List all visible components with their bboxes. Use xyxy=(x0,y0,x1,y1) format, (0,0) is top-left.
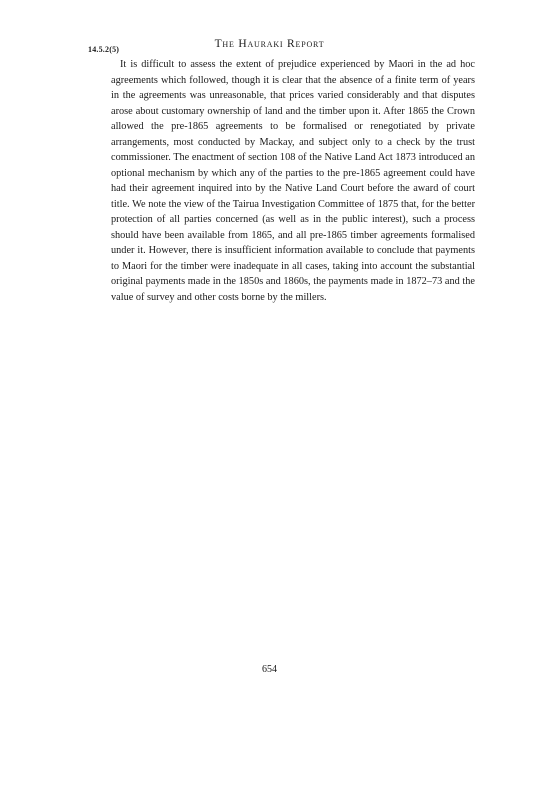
running-head: The Hauraki Report xyxy=(214,38,325,50)
page-number: 654 xyxy=(262,664,277,675)
section-number: 14.5.2(5) xyxy=(88,45,120,54)
body-paragraph: It is difficult to assess the extent of prejudice experienced by Maori in the ad hoc agreements which followed, though it is clear that the absence of a finite term of years in the agreements was unreasonable, that prices varied considerably and that disputes arose about customary ownership of land and the timber upon it. After 1865 the Crown allowed the pre-1865 agreements to be formalised or renegotiated by private arrangements, most conducted by Mackay, and subject only to a check by the trust commissioner. The enactment of section 108 of the Native Land Act 1873 introduced an optional mechanism by which any of the parties to the pre-1865 agreement could have had their agreement inquired into by the Native Land Court before the award of court title. We note the view of the Tairua Investigation Committee of 1875 that, for the better protection of all parties concerned (as well as in the public interest), such a process should have been available from 1865, and all pre-1865 timber agreements formalised under it. However, there is insufficient information available to conclude that payments to Maori for the timber were inadequate in all cases, taking into account the substantial original payments made in the 1850s and 1860s, the payments made in 1872–73 and the value of survey and other costs borne by the millers. xyxy=(111,59,475,303)
